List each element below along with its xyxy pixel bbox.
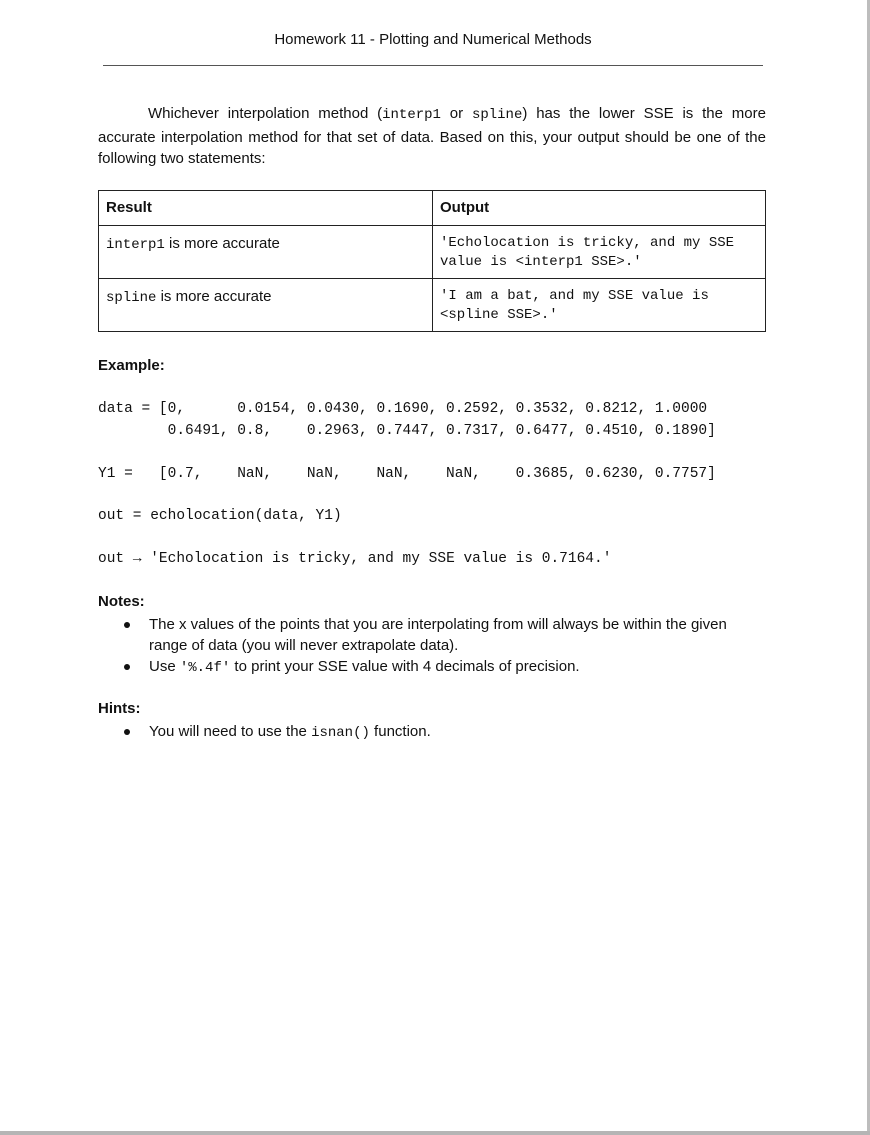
table-cell-output bbox=[433, 279, 766, 332]
output-line: 'Echolocation is tricky, and my SSE bbox=[440, 235, 735, 251]
hints-label: Hints: bbox=[98, 700, 141, 717]
output-value: 'Echolocation is tricky, and my SSE value is 0.7164.' bbox=[141, 551, 612, 567]
intro-text-3: ) has the lower SSE is the more accurate interpolation method for that set of data. Based on this, your output should be one of the following two statements: bbox=[98, 105, 766, 167]
bullet-icon bbox=[124, 622, 130, 628]
note-text-post: to print your SSE value with 4 decimals of precision. bbox=[230, 658, 580, 675]
intro-code-spline: spline bbox=[471, 107, 523, 123]
example-y1-line: Y1 = [0.7, NaN, NaN, NaN, NaN, 0.3685, 0.6230, 0.7757] bbox=[98, 466, 716, 482]
hint-text-post: function. bbox=[369, 723, 431, 740]
hint-text-pre: You will need to use the bbox=[149, 723, 312, 740]
header-divider bbox=[103, 65, 763, 66]
table-row bbox=[99, 279, 766, 332]
bullet-icon bbox=[124, 729, 130, 735]
bullet-icon bbox=[124, 664, 130, 670]
table-header-output: Output bbox=[433, 191, 766, 226]
result-text: is more accurate bbox=[156, 288, 272, 305]
example-label: Example: bbox=[98, 357, 165, 374]
output-prefix: out bbox=[98, 551, 133, 567]
output-line: 'I am a bat, and my SSE value is bbox=[440, 288, 709, 304]
arrow-right-icon: → bbox=[132, 551, 142, 567]
example-data-line-2: 0.6491, 0.8, 0.2963, 0.7447, 0.7317, 0.6477, 0.4510, 0.1890] bbox=[98, 423, 716, 439]
hint-code: isnan() bbox=[311, 725, 370, 741]
intro-text-1: Whichever interpolation method ( bbox=[148, 105, 383, 122]
intro-text-2: or bbox=[440, 105, 472, 122]
notes-list bbox=[98, 614, 766, 679]
notes-label: Notes: bbox=[98, 593, 145, 610]
hints-list bbox=[98, 721, 766, 744]
result-text: is more accurate bbox=[164, 235, 280, 252]
list-item bbox=[98, 721, 766, 744]
example-call-line: out = echolocation(data, Y1) bbox=[98, 508, 342, 524]
results-table bbox=[98, 190, 766, 332]
page-frame-bottom-edge bbox=[0, 1131, 870, 1135]
table-cell-result bbox=[99, 279, 433, 332]
table-header-result: Result bbox=[99, 191, 433, 226]
example-data-line-1: data = [0, 0.0154, 0.0430, 0.1690, 0.2592, 0.3532, 0.8212, 1.0000 bbox=[98, 401, 708, 417]
result-code: spline bbox=[106, 290, 157, 306]
example-output-line bbox=[98, 551, 611, 567]
note-text-pre: Use bbox=[149, 658, 180, 675]
intro-code-interp1: interp1 bbox=[382, 107, 441, 123]
table-cell-output bbox=[433, 226, 766, 279]
output-line: value is <interp1 SSE>.' bbox=[440, 254, 642, 270]
list-item bbox=[98, 656, 766, 679]
table-header-row bbox=[99, 191, 766, 226]
page-header-title: Homework 11 - Plotting and Numerical Methods bbox=[274, 31, 592, 48]
table-cell-result bbox=[99, 226, 433, 279]
result-code: interp1 bbox=[106, 237, 165, 253]
list-item bbox=[98, 614, 766, 656]
output-line: <spline SSE>.' bbox=[440, 307, 558, 323]
intro-paragraph bbox=[98, 103, 766, 170]
note-code: '%.4f' bbox=[179, 660, 231, 676]
note-text: The x values of the points that you are interpolating from will always be within the given range of data (you will never extrapolate data). bbox=[149, 616, 727, 654]
table-row bbox=[99, 226, 766, 279]
